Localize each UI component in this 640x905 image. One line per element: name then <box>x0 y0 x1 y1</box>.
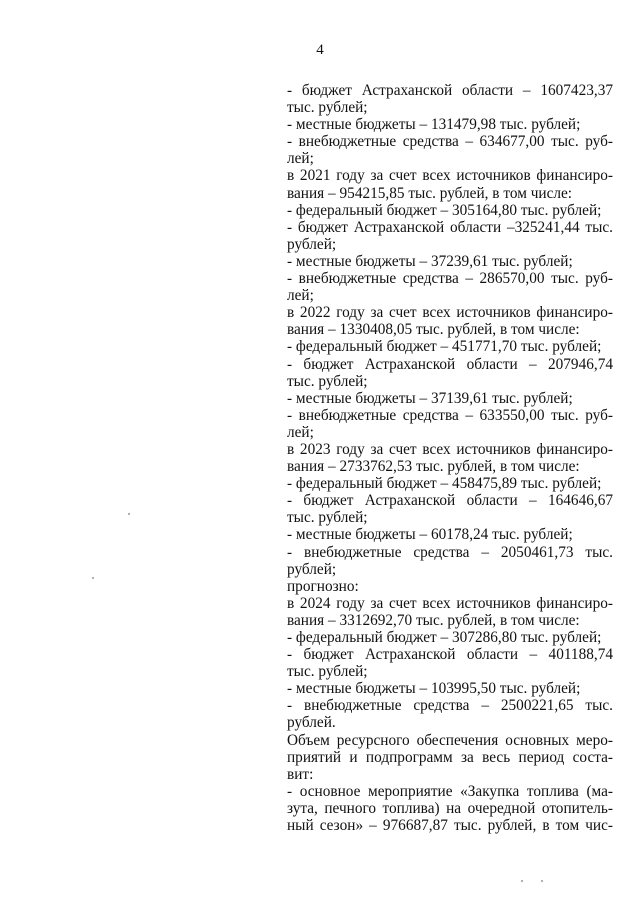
text-line: тыс. рублей; <box>287 372 368 390</box>
text-line: лей; <box>287 287 314 305</box>
scan-speck <box>92 577 94 579</box>
text-line: в 2023 году за счет всех источников финансиро- <box>287 440 613 458</box>
text-line: - бюджет Астраханской области –325241,44 тыс. <box>287 218 613 236</box>
text-line: тыс. рублей; <box>287 509 368 527</box>
text-line: - основное мероприятие «Закупка топлива (ма- <box>287 782 613 800</box>
text-line: - бюджет Астраханской области – 164646,67 <box>287 492 613 510</box>
text-line: в 2022 году за счет всех источников финансиро- <box>287 304 613 322</box>
text-line: - внебюджетные средства – 633550,00 тыс. руб- <box>287 406 613 424</box>
text-line: лей; <box>287 150 314 168</box>
text-line: Объем ресурсного обеспечения основных меро- <box>287 731 613 749</box>
text-line: - бюджет Астраханской области – 401188,74 <box>287 646 613 664</box>
text-line: приятий и подпрограмм за весь период соста- <box>287 748 613 766</box>
text-line: - местные бюджеты – 60178,24 тыс. рублей; <box>287 526 573 544</box>
text-line: рублей; <box>287 560 337 578</box>
text-line: - местные бюджеты – 103995,50 тыс. рублей; <box>287 680 581 698</box>
text-line: вит: <box>287 765 314 783</box>
text-line: - внебюджетные средства – 2500221,65 тыс. <box>287 697 613 715</box>
scan-speck <box>541 880 543 882</box>
text-line: рублей. <box>287 714 336 732</box>
text-line: в 2024 году за счет всех источников финансиро- <box>287 594 613 612</box>
text-line: - местные бюджеты – 37239,61 тыс. рублей; <box>287 252 573 270</box>
text-line: ный сезон» – 976687,87 тыс. рублей, в том чис- <box>287 817 613 835</box>
scan-speck <box>521 880 523 882</box>
text-line: вания – 2733762,53 тыс. рублей, в том числе: <box>287 458 580 476</box>
text-line: тыс. рублей; <box>287 99 368 117</box>
text-line: прогнозно: <box>287 577 359 595</box>
text-line: - внебюджетные средства – 634677,00 тыс. руб- <box>287 133 613 151</box>
text-line: в 2021 году за счет всех источников финансиро- <box>287 167 613 185</box>
scan-speck <box>128 513 130 515</box>
text-line: тыс. рублей; <box>287 663 368 681</box>
text-line: - федеральный бюджет – 305164,80 тыс. рублей; <box>287 201 602 219</box>
text-line: - местные бюджеты – 37139,61 тыс. рублей; <box>287 389 573 407</box>
text-line: - бюджет Астраханской области – 1607423,37 <box>287 82 613 99</box>
text-line: - федеральный бюджет – 458475,89 тыс. рублей; <box>287 475 602 493</box>
text-line: вания – 1330408,05 тыс. рублей, в том числе: <box>287 321 580 339</box>
text-line: - внебюджетные средства – 2050461,73 тыс. <box>287 543 613 561</box>
text-line: зута, печного топлива) на очередной отопитель- <box>287 799 613 817</box>
document-body <box>287 82 613 834</box>
text-line: вания – 954215,85 тыс. рублей, в том числе: <box>287 184 573 202</box>
text-line: вания – 3312692,70 тыс. рублей, в том числе: <box>287 611 580 629</box>
text-line: - местные бюджеты – 131479,98 тыс. рублей; <box>287 116 581 134</box>
text-line: рублей; <box>287 235 337 253</box>
text-line: - бюджет Астраханской области – 207946,74 <box>287 355 613 373</box>
text-line: - федеральный бюджет – 451771,70 тыс. рублей; <box>287 338 602 356</box>
page-number: 4 <box>316 42 324 58</box>
text-line: лей; <box>287 423 314 441</box>
text-line: - внебюджетные средства – 286570,00 тыс. руб- <box>287 270 613 288</box>
text-line: - федеральный бюджет – 307286,80 тыс. рублей; <box>287 629 602 646</box>
